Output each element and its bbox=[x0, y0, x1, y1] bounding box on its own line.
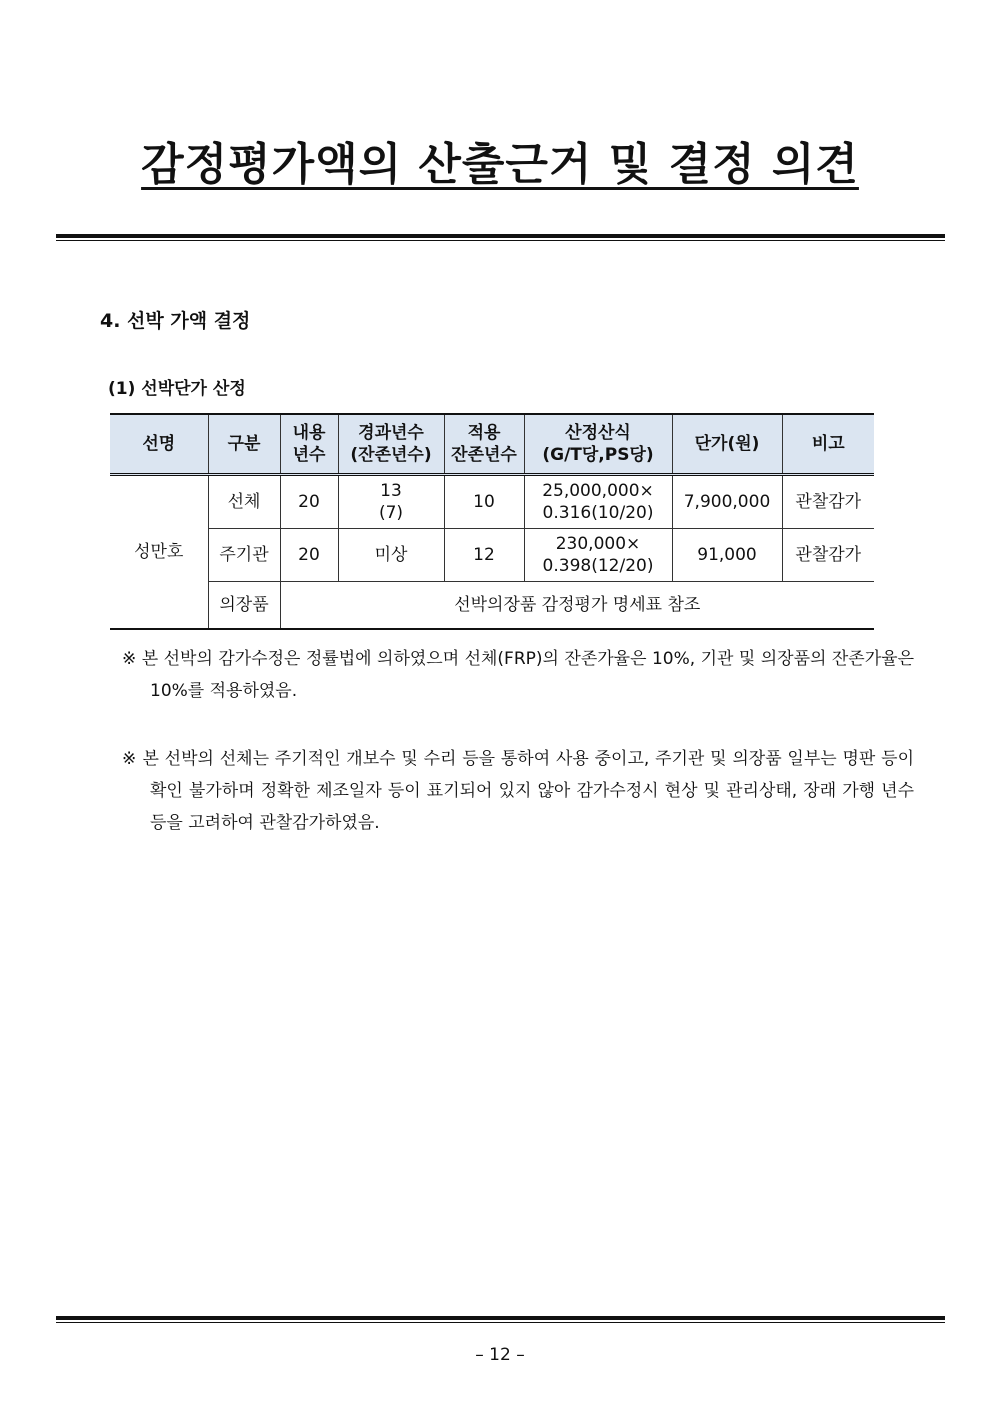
equipment-reference-cell: 선박의장품 감정평가 명세표 참조 bbox=[280, 582, 874, 630]
section-heading: 4. 선박 가액 결정 bbox=[100, 310, 251, 332]
category-cell: 의장품 bbox=[208, 582, 280, 630]
table-row bbox=[110, 582, 874, 630]
header-formula: 산정산식 (G/T당,PS당) bbox=[524, 414, 672, 475]
applied-cell: 10 bbox=[444, 475, 524, 529]
elapsed-cell: 13 (7) bbox=[338, 475, 444, 529]
elapsed-cell: 미상 bbox=[338, 529, 444, 582]
formula-cell: 25,000,000× 0.316(10/20) bbox=[524, 475, 672, 529]
header-unit-price: 단가(원) bbox=[672, 414, 782, 475]
subsection-heading: (1) 선박단가 산정 bbox=[108, 379, 246, 399]
unit-price-cell: 91,000 bbox=[672, 529, 782, 582]
header-name: 선명 bbox=[110, 414, 208, 475]
category-cell: 선체 bbox=[208, 475, 280, 529]
bottom-divider bbox=[56, 1316, 945, 1323]
remark-cell: 관찰감가 bbox=[782, 475, 874, 529]
header-remark: 비고 bbox=[782, 414, 874, 475]
life-cell: 20 bbox=[280, 475, 338, 529]
note-observed-depreciation: ※ 본 선박의 선체는 주기적인 개보수 및 수리 등을 통하여 사용 중이고, 주기관 및 의장품 일부는 명판 등이 확인 불가하며 정확한 제조일자 등이 표기되어 있지 않아 감가수정시 현상 및 관리상태, 장래 가행 년수 등을 고려하여 관찰감가하였음. bbox=[122, 749, 914, 833]
header-elapsed: 경과년수 (잔존년수) bbox=[338, 414, 444, 475]
table-header-row bbox=[110, 414, 874, 475]
page-title-text: 감정평가액의 산출근거 및 결정 의견 bbox=[141, 139, 859, 190]
table-row bbox=[110, 475, 874, 529]
table-row bbox=[110, 529, 874, 582]
page-title bbox=[0, 128, 1000, 192]
top-divider bbox=[56, 234, 945, 241]
page-number: – 12 – bbox=[475, 1345, 525, 1365]
remark-cell: 관찰감가 bbox=[782, 529, 874, 582]
applied-cell: 12 bbox=[444, 529, 524, 582]
ship-unit-price-table bbox=[110, 413, 874, 630]
unit-price-cell: 7,900,000 bbox=[672, 475, 782, 529]
header-life: 내용 년수 bbox=[280, 414, 338, 475]
ship-name-cell: 성만호 bbox=[110, 475, 208, 630]
header-applied: 적용 잔존년수 bbox=[444, 414, 524, 475]
note-depreciation: ※ 본 선박의 감가수정은 정률법에 의하였으며 선체(FRP)의 잔존가율은 10%, 기관 및 의장품의 잔존가율은 10%를 적용하였음. bbox=[122, 649, 914, 701]
life-cell: 20 bbox=[280, 529, 338, 582]
formula-cell: 230,000× 0.398(12/20) bbox=[524, 529, 672, 582]
category-cell: 주기관 bbox=[208, 529, 280, 582]
header-category: 구분 bbox=[208, 414, 280, 475]
